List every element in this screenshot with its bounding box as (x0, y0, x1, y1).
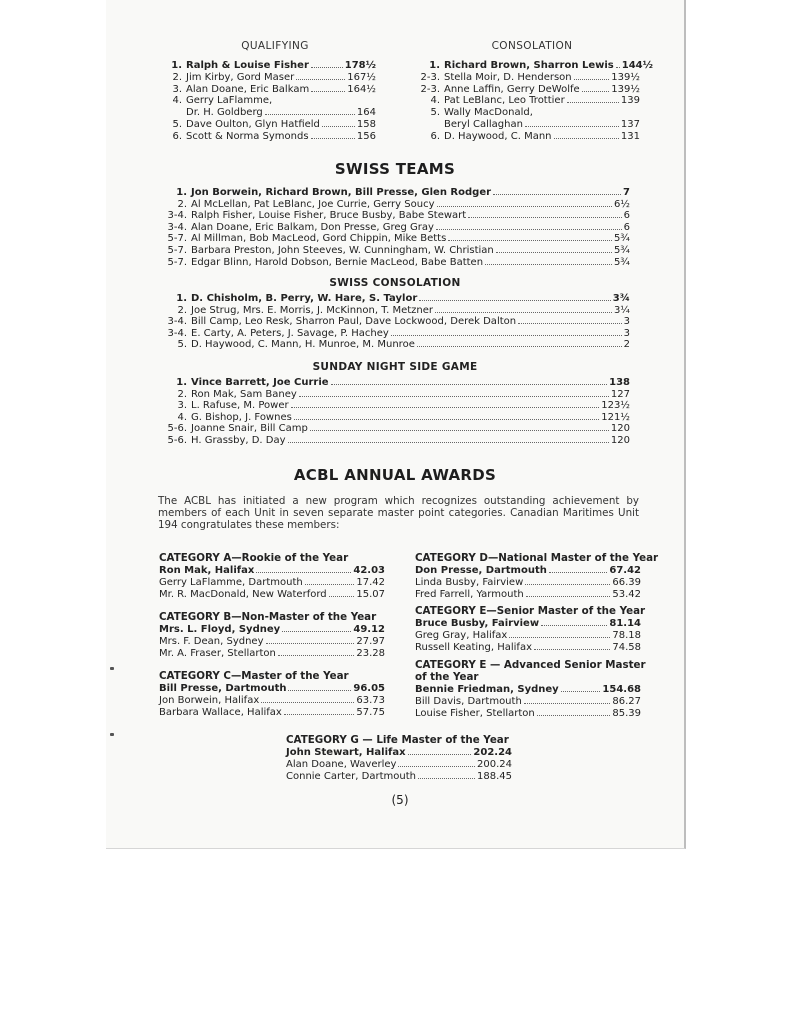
leader-dots (265, 114, 355, 115)
score: 154.68 (602, 684, 641, 695)
entrant-name: John Stewart, Halifax (286, 747, 406, 758)
rank: 1. (171, 60, 182, 71)
leader-dots (391, 335, 622, 336)
rank: 5. (430, 107, 440, 119)
rank: 5-7. (167, 245, 187, 256)
score: 15.07 (356, 588, 385, 600)
result-row (160, 95, 376, 106)
award-row (159, 707, 385, 718)
score: 96.05 (353, 683, 385, 694)
entrant-name: E. Carty, A. Peters, J. Savage, P. Hachey (191, 327, 389, 339)
score: 3 (623, 316, 630, 328)
entrant-name: Barbara Preston, John Steeves, W. Cunningham, W. Christian (191, 245, 494, 256)
leader-dots (288, 442, 609, 443)
score: 63.73 (356, 694, 385, 706)
entrant-name: Mr. R. MacDonald, New Waterford (159, 588, 327, 600)
result-row (408, 72, 640, 83)
entrant-name: Joe Strug, Mrs. E. Morris, J. McKinnon, T. Metzner (191, 304, 434, 316)
entrant-name: Bill Davis, Dartmouth (415, 695, 522, 707)
score: 66.39 (612, 576, 641, 588)
leader-dots (616, 67, 620, 68)
entrant-name: Linda Busby, Fairview (415, 576, 524, 588)
leader-dots (305, 584, 355, 585)
entrant-name: G. Bishop, J. Fownes (191, 411, 292, 423)
sunday-side-game-title: SUNDAY NIGHT SIDE GAME (312, 361, 478, 373)
entrant-name: Jon Borwein, Richard Brown, Bill Presse, Glen Rodger (191, 187, 492, 198)
score: 156 (356, 130, 376, 142)
category-f-title-line1: CATEGORY E — Advanced Senior Master (415, 659, 646, 671)
award-row (159, 577, 385, 588)
leader-dots (284, 714, 355, 715)
result-row (155, 316, 630, 327)
entrant-name: Greg Gray, Halifax (415, 629, 508, 641)
leader-dots (541, 625, 607, 626)
result-row (155, 377, 630, 388)
result-row (155, 257, 630, 268)
entrant-name: Mrs. F. Dean, Sydney (159, 635, 264, 647)
leader-dots (524, 703, 611, 704)
leader-dots (526, 596, 611, 597)
leader-dots (435, 312, 612, 313)
leader-dots (329, 596, 355, 597)
entrant-name: Bruce Busby, Fairview (415, 618, 540, 629)
rank: 1. (176, 187, 187, 198)
category-g-title: CATEGORY G — Life Master of the Year (286, 734, 509, 746)
rank: 6. (172, 130, 182, 142)
score: 67.42 (609, 565, 641, 576)
entrant-name: Beryl Callaghan (444, 119, 523, 130)
award-row (415, 696, 641, 707)
result-row (408, 60, 653, 71)
leader-dots (311, 91, 345, 92)
leader-dots (436, 229, 622, 230)
entrant-name: Dave Oulton, Glyn Hatfield (186, 119, 320, 130)
result-row (155, 400, 630, 411)
entrant-name: Al McLellan, Pat LeBlanc, Joe Currie, Gerry Soucy (191, 198, 435, 210)
award-row (415, 708, 641, 719)
result-row (155, 187, 630, 198)
entrant-name: Richard Brown, Sharron Lewis (444, 60, 614, 71)
rank: 2. (177, 388, 187, 400)
leader-dots (322, 126, 355, 127)
leader-dots (561, 691, 601, 692)
entrant-name: Edgar Blinn, Harold Dobson, Bernie MacLeod, Babe Batten (191, 256, 484, 268)
entrant-name: Mrs. L. Floyd, Sydney (159, 624, 281, 635)
score: 42.03 (353, 565, 385, 576)
leader-dots (418, 778, 475, 779)
result-row (408, 107, 640, 118)
entrant-name: Vince Barrett, Joe Currie (191, 377, 329, 388)
entrant-name: Wally MacDonald, (444, 107, 533, 119)
score: 27.97 (356, 635, 385, 647)
result-row (408, 95, 640, 106)
leader-dots (537, 715, 611, 716)
result-row (155, 423, 630, 434)
score: 3¾ (612, 293, 630, 304)
award-row (159, 695, 385, 706)
leader-dots (549, 572, 608, 573)
entrant-name: D. Chisholm, B. Perry, W. Hare, S. Taylor (191, 293, 418, 304)
rank: 1. (176, 293, 187, 304)
score: 5¾ (613, 256, 630, 268)
rank: 3-4. (167, 221, 187, 233)
rank: 2. (172, 71, 182, 83)
result-row (155, 210, 630, 221)
score: 139½ (611, 83, 640, 95)
rank: 5-6. (167, 435, 187, 446)
entrant-name: Ron Mak, Sam Baney (191, 388, 297, 400)
entrant-name: Don Presse, Dartmouth (415, 565, 547, 576)
score: 120 (610, 435, 630, 446)
score: 7 (623, 187, 630, 198)
rank: 3-4. (167, 316, 187, 328)
score: 164 (356, 107, 376, 119)
leader-dots (496, 252, 612, 253)
rank: 2-3. (420, 71, 440, 83)
acbl-awards-title: ACBL ANNUAL AWARDS (293, 466, 497, 484)
category-f-title-line2: of the Year (415, 671, 479, 683)
binding-mark (110, 733, 114, 736)
entrant-name: Russell Keating, Halifax (415, 641, 532, 653)
score: 5¾ (613, 245, 630, 256)
score: 200.24 (477, 758, 512, 770)
leader-dots (534, 649, 610, 650)
result-row (160, 60, 376, 71)
score: 158 (356, 119, 376, 130)
score: 2 (623, 339, 630, 351)
result-row (155, 339, 630, 350)
award-row (415, 577, 641, 588)
rank: 1. (176, 377, 187, 388)
award-row (159, 648, 385, 659)
entrant-name: Scott & Norma Symonds (186, 130, 309, 142)
leader-dots (398, 766, 475, 767)
score: 85.39 (612, 707, 641, 719)
leader-dots (311, 138, 355, 139)
score: 78.18 (612, 629, 641, 641)
result-row (155, 435, 630, 446)
leader-dots (266, 643, 355, 644)
entrant-name: Alan Doane, Eric Balkam (186, 83, 310, 95)
category-e-title: CATEGORY E—Senior Master of the Year (415, 605, 646, 617)
award-row (286, 759, 512, 770)
result-row (155, 222, 630, 233)
leader-dots (311, 67, 343, 68)
score: 5¾ (613, 233, 630, 245)
rank: 3-4. (167, 327, 187, 339)
entrant-name: Ralph & Louise Fisher (186, 60, 309, 71)
entrant-name: Louise Fisher, Stellarton (415, 707, 535, 719)
category-b-title: CATEGORY B—Non-Master of the Year (159, 611, 377, 623)
entrant-name: Alan Doane, Waverley (286, 758, 397, 770)
rank: 2. (177, 304, 187, 316)
entrant-name: Gerry LaFlamme, (186, 95, 273, 107)
award-row (286, 747, 512, 758)
result-row (408, 119, 640, 130)
rank: 1. (429, 60, 440, 71)
score: 121½ (601, 411, 630, 423)
swiss-consolation-title: SWISS CONSOLATION (329, 277, 461, 289)
entrant-name: D. Haywood, C. Mann (444, 130, 552, 142)
entrant-name: Barbara Wallace, Halifax (159, 706, 282, 718)
entrant-name: D. Haywood, C. Mann, H. Munroe, M. Munroe (191, 339, 415, 351)
score: 74.58 (612, 641, 641, 653)
entrant-name: L. Rafuse, M. Power (191, 400, 289, 412)
qualifying-heading: QUALIFYING (241, 40, 309, 52)
leader-dots (408, 754, 472, 755)
leader-dots (582, 91, 610, 92)
rank: 4. (172, 95, 182, 107)
entrant-name: Mr. A. Fraser, Stellarton (159, 647, 276, 659)
entrant-name: Bill Camp, Leo Resk, Sharron Paul, Dave Lockwood, Derek Dalton (191, 316, 517, 328)
result-row (160, 84, 376, 95)
leader-dots (299, 396, 609, 397)
category-d-title: CATEGORY D—National Master of the Year (415, 552, 659, 564)
leader-dots (518, 323, 622, 324)
score: 6 (623, 210, 630, 222)
score: 178½ (344, 60, 376, 71)
award-row (415, 684, 641, 695)
result-row (155, 199, 630, 210)
score: 164½ (347, 83, 376, 95)
leader-dots (278, 655, 354, 656)
leader-dots (261, 702, 354, 703)
entrant-name: Ralph Fisher, Louise Fisher, Bruce Busby, Babe Stewart (191, 210, 467, 222)
rank: 2. (177, 198, 187, 210)
entrant-name: Jon Borwein, Halifax (159, 694, 260, 706)
result-row (155, 293, 630, 304)
entrant-name: Anne Laffin, Gerry DeWolfe (444, 83, 580, 95)
result-row (155, 245, 630, 256)
score: 23.28 (356, 647, 385, 659)
score: 139½ (611, 71, 640, 83)
result-row (160, 107, 376, 118)
score: 127 (610, 388, 630, 400)
result-row (160, 131, 376, 142)
score: 138 (609, 377, 630, 388)
award-row (286, 771, 512, 782)
award-row (159, 624, 385, 635)
score: 17.42 (356, 576, 385, 588)
entrant-name: Alan Doane, Eric Balkam, Don Presse, Greg Gray (191, 221, 434, 233)
score: 139 (620, 95, 640, 107)
entrant-name: Bill Presse, Dartmouth (159, 683, 287, 694)
leader-dots (468, 217, 621, 218)
rank: 4. (430, 95, 440, 107)
leader-dots (310, 430, 609, 431)
score: 57.75 (356, 706, 385, 718)
entrant-name: Dr. H. Goldberg (186, 107, 263, 119)
award-row (415, 630, 641, 641)
award-row (415, 565, 641, 576)
score: 3¼ (613, 304, 630, 316)
leader-dots (331, 384, 608, 385)
leader-dots (294, 419, 599, 420)
leader-dots (448, 240, 612, 241)
leader-dots (485, 264, 612, 265)
score: 53.42 (612, 588, 641, 600)
rank: 5. (172, 119, 182, 130)
leader-dots (525, 126, 619, 127)
rank: 3. (172, 83, 182, 95)
result-row (408, 84, 640, 95)
score: 120 (610, 423, 630, 435)
score: 188.45 (477, 770, 512, 782)
leader-dots (419, 300, 610, 301)
result-row (155, 233, 630, 244)
award-row (415, 642, 641, 653)
award-row (415, 618, 641, 629)
award-row (415, 589, 641, 600)
rank: 5. (177, 339, 187, 351)
rank: 5-6. (167, 423, 187, 435)
score: 3 (623, 327, 630, 339)
result-row (155, 305, 630, 316)
entrant-name: Fred Farrell, Yarmouth (415, 588, 524, 600)
awards-intro: The ACBL has initiated a new program which recognizes outstanding achievement by members of each Unit in seven separate master point categories. Canadian Maritimes Unit 194 congratulates these members: (158, 495, 639, 531)
leader-dots (282, 631, 351, 632)
rank: 5-7. (167, 233, 187, 245)
award-row (159, 636, 385, 647)
consolation-heading: CONSOLATION (491, 40, 573, 52)
result-row (155, 389, 630, 400)
rank: 3-4. (167, 210, 187, 222)
leader-dots (574, 79, 610, 80)
rank: 4. (177, 411, 187, 423)
leader-dots (296, 79, 345, 80)
leader-dots (417, 346, 622, 347)
entrant-name: Pat LeBlanc, Leo Trottier (444, 95, 565, 107)
leader-dots (437, 206, 612, 207)
page-number: (5) (391, 793, 409, 807)
score: 131 (620, 130, 640, 142)
rank: 2-3. (420, 83, 440, 95)
score: 123½ (601, 400, 630, 412)
leader-dots (525, 584, 610, 585)
score: 6 (623, 221, 630, 233)
entrant-name: Al Millman, Bob MacLeod, Gord Chippin, Mike Betts (191, 233, 447, 245)
category-c-title: CATEGORY C—Master of the Year (159, 670, 349, 682)
entrant-name: Bennie Friedman, Sydney (415, 684, 559, 695)
result-row (160, 119, 376, 130)
rank: 5-7. (167, 256, 187, 268)
leader-dots (567, 102, 619, 103)
leader-dots (493, 194, 621, 195)
score: 202.24 (473, 747, 512, 758)
entrant-name: Stella Moir, D. Henderson (444, 71, 572, 83)
result-row (155, 412, 630, 423)
award-row (159, 589, 385, 600)
binding-mark (110, 667, 114, 670)
entrant-name: Ron Mak, Halifax (159, 565, 255, 576)
score: 86.27 (612, 695, 641, 707)
leader-dots (291, 407, 600, 408)
rank: 6. (430, 130, 440, 142)
swiss-teams-title: SWISS TEAMS (334, 160, 456, 178)
score: 137 (620, 119, 640, 130)
result-row (155, 328, 630, 339)
leader-dots (509, 637, 610, 638)
entrant-name: Jim Kirby, Gord Maser (186, 71, 295, 83)
score: 81.14 (609, 618, 641, 629)
leader-dots (288, 690, 351, 691)
entrant-name: Gerry LaFlamme, Dartmouth (159, 576, 303, 588)
leader-dots (554, 138, 619, 139)
entrant-name: Joanne Snair, Bill Camp (191, 423, 308, 435)
entrant-name: H. Grassby, D. Day (191, 435, 286, 446)
entrant-name: Connie Carter, Dartmouth (286, 770, 416, 782)
award-row (159, 565, 385, 576)
score: 6½ (613, 198, 630, 210)
award-row (159, 683, 385, 694)
result-row (408, 131, 640, 142)
result-row (160, 72, 376, 83)
leader-dots (256, 572, 351, 573)
score: 144½ (621, 60, 653, 71)
rank: 3. (177, 400, 187, 412)
score: 49.12 (353, 624, 385, 635)
category-a-title: CATEGORY A—Rookie of the Year (159, 552, 349, 564)
score: 167½ (347, 71, 376, 83)
